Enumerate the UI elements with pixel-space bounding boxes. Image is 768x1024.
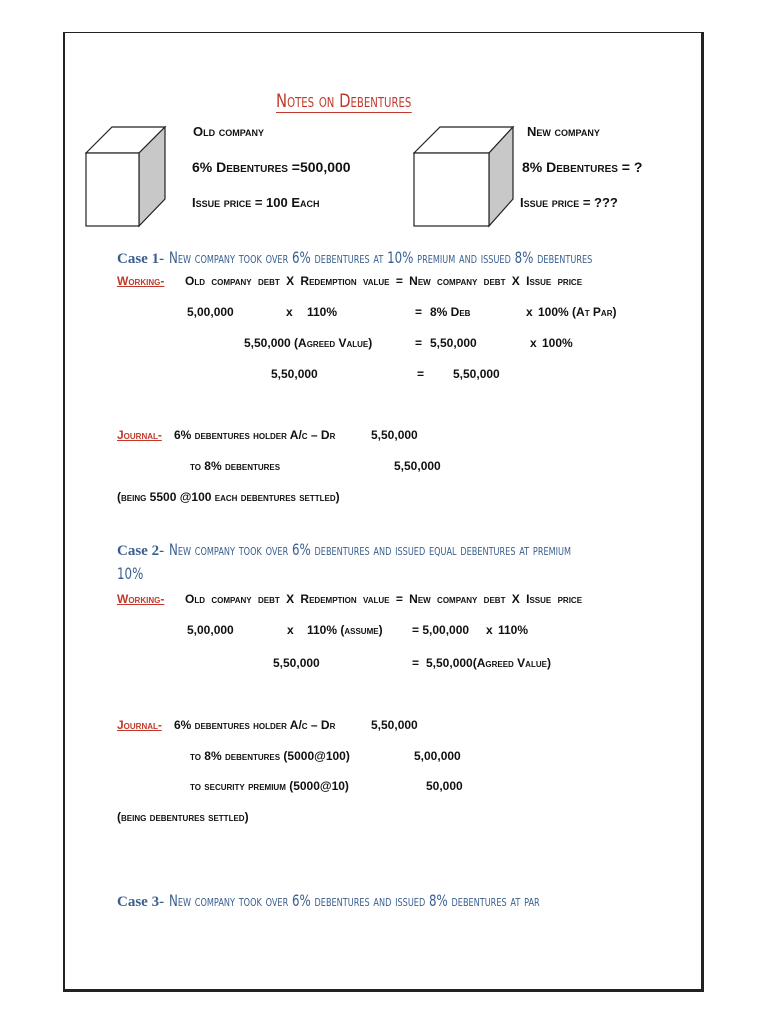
new-company-heading: New company: [527, 124, 600, 139]
case2-journal-cr2: to security premium (5000@10): [190, 779, 349, 793]
case3-label: Case 3-: [117, 894, 165, 910]
case2-label: Case 2-: [117, 543, 165, 559]
case2-journal-cr2-amount: 50,000: [426, 779, 463, 793]
case1-row2-col3: 5,50,000: [430, 336, 477, 350]
case2-journal-cr1-amount: 5,00,000: [414, 749, 461, 763]
case2-journal-dr-amount: 5,50,000: [371, 718, 418, 732]
case1-row3-col3: 5,50,000: [453, 367, 500, 381]
case1-text: New company took over 6% debentures at 10% premium and issued 8% debentures: [168, 248, 592, 267]
case1-row2-col2: =: [415, 336, 423, 350]
case2-row2-col3: 5,50,000(Agreed Value): [426, 656, 551, 670]
case1-row2-col4: x: [530, 336, 537, 350]
case3-text: New company took over 6% debentures and issued 8% debentures at par: [168, 891, 540, 910]
case2-row2-col1: 5,50,000: [273, 656, 320, 670]
new-company-issue-price: Issue price = ???: [520, 195, 618, 210]
case1-narration: (being 5500 @100 each debentures settled): [117, 490, 340, 504]
page-title: Notes on Debentures: [276, 90, 412, 112]
case1-row3-col1: 5,50,000: [271, 367, 318, 381]
case2-text-line1: New company took over 6% debentures and issued equal debentures at premium: [168, 540, 571, 559]
case2-heading-line2: [117, 564, 153, 584]
case1-journal-cr: to 8% debentures: [190, 459, 281, 473]
case1-row1-col1: 5,00,000: [187, 305, 234, 319]
case1-row1-col7: 100% (At Par): [538, 305, 617, 319]
new-company-debentures: 8% Debentures = ?: [522, 159, 643, 175]
case2-row1-col3: 110% (assume): [307, 623, 383, 637]
case1-working-header: Old company debt X Redemption value = New company debt X Issue price: [185, 274, 583, 288]
case1-row1-col2: x: [286, 305, 293, 319]
old-company-issue-price: Issue price = 100 Each: [192, 195, 320, 210]
case2-row1-col2: x: [287, 623, 294, 637]
case2-row2-col2: =: [412, 656, 420, 670]
case2-working-label: Working-: [117, 592, 165, 606]
case1-journal-cr-amount: 5,50,000: [394, 459, 441, 473]
case1-journal-dr-amount: 5,50,000: [371, 428, 418, 442]
case2-row1-col6: 110%: [498, 623, 529, 637]
old-company-cube-icon: [85, 126, 167, 228]
new-company-cube-icon: [413, 126, 515, 228]
case1-row2-col1: 5,50,000 (Agreed Value): [244, 336, 373, 350]
case2-narration: (being debentures settled): [117, 810, 249, 824]
case2-journal-dr: 6% debentures holder A/c – Dr: [174, 718, 336, 732]
case2-journal-cr1: to 8% debentures (5000@100): [190, 749, 350, 763]
case1-row2-col5: 100%: [542, 336, 573, 350]
case3-heading: [117, 891, 669, 911]
case1-row1-col6: x: [526, 305, 533, 319]
case1-heading: [117, 248, 741, 268]
case2-heading: [117, 540, 712, 560]
case1-working-label: Working-: [117, 274, 165, 288]
old-company-debentures: 6% Debentures =500,000: [192, 159, 351, 175]
case1-row1-col5: 8% Deb: [430, 305, 471, 319]
case1-label: Case 1-: [117, 251, 165, 267]
case2-text-line2: 10%: [117, 564, 144, 583]
case2-row1-col5: x: [486, 623, 493, 637]
old-company-heading: Old company: [193, 124, 265, 139]
case2-working-header: Old company debt X Redemption value = New company debt X Issue price: [185, 592, 583, 606]
case1-row1-col4: =: [415, 305, 423, 319]
case2-row1-col1: 5,00,000: [187, 623, 234, 637]
case2-row1-col4: = 5,00,000: [412, 623, 470, 637]
case2-journal-label: Journal-: [117, 718, 162, 732]
case1-journal-label: Journal-: [117, 428, 162, 442]
case1-row3-col2: =: [417, 367, 425, 381]
case1-row1-col3: 110%: [307, 305, 338, 319]
case1-journal-dr: 6% debentures holder A/c – Dr: [174, 428, 336, 442]
